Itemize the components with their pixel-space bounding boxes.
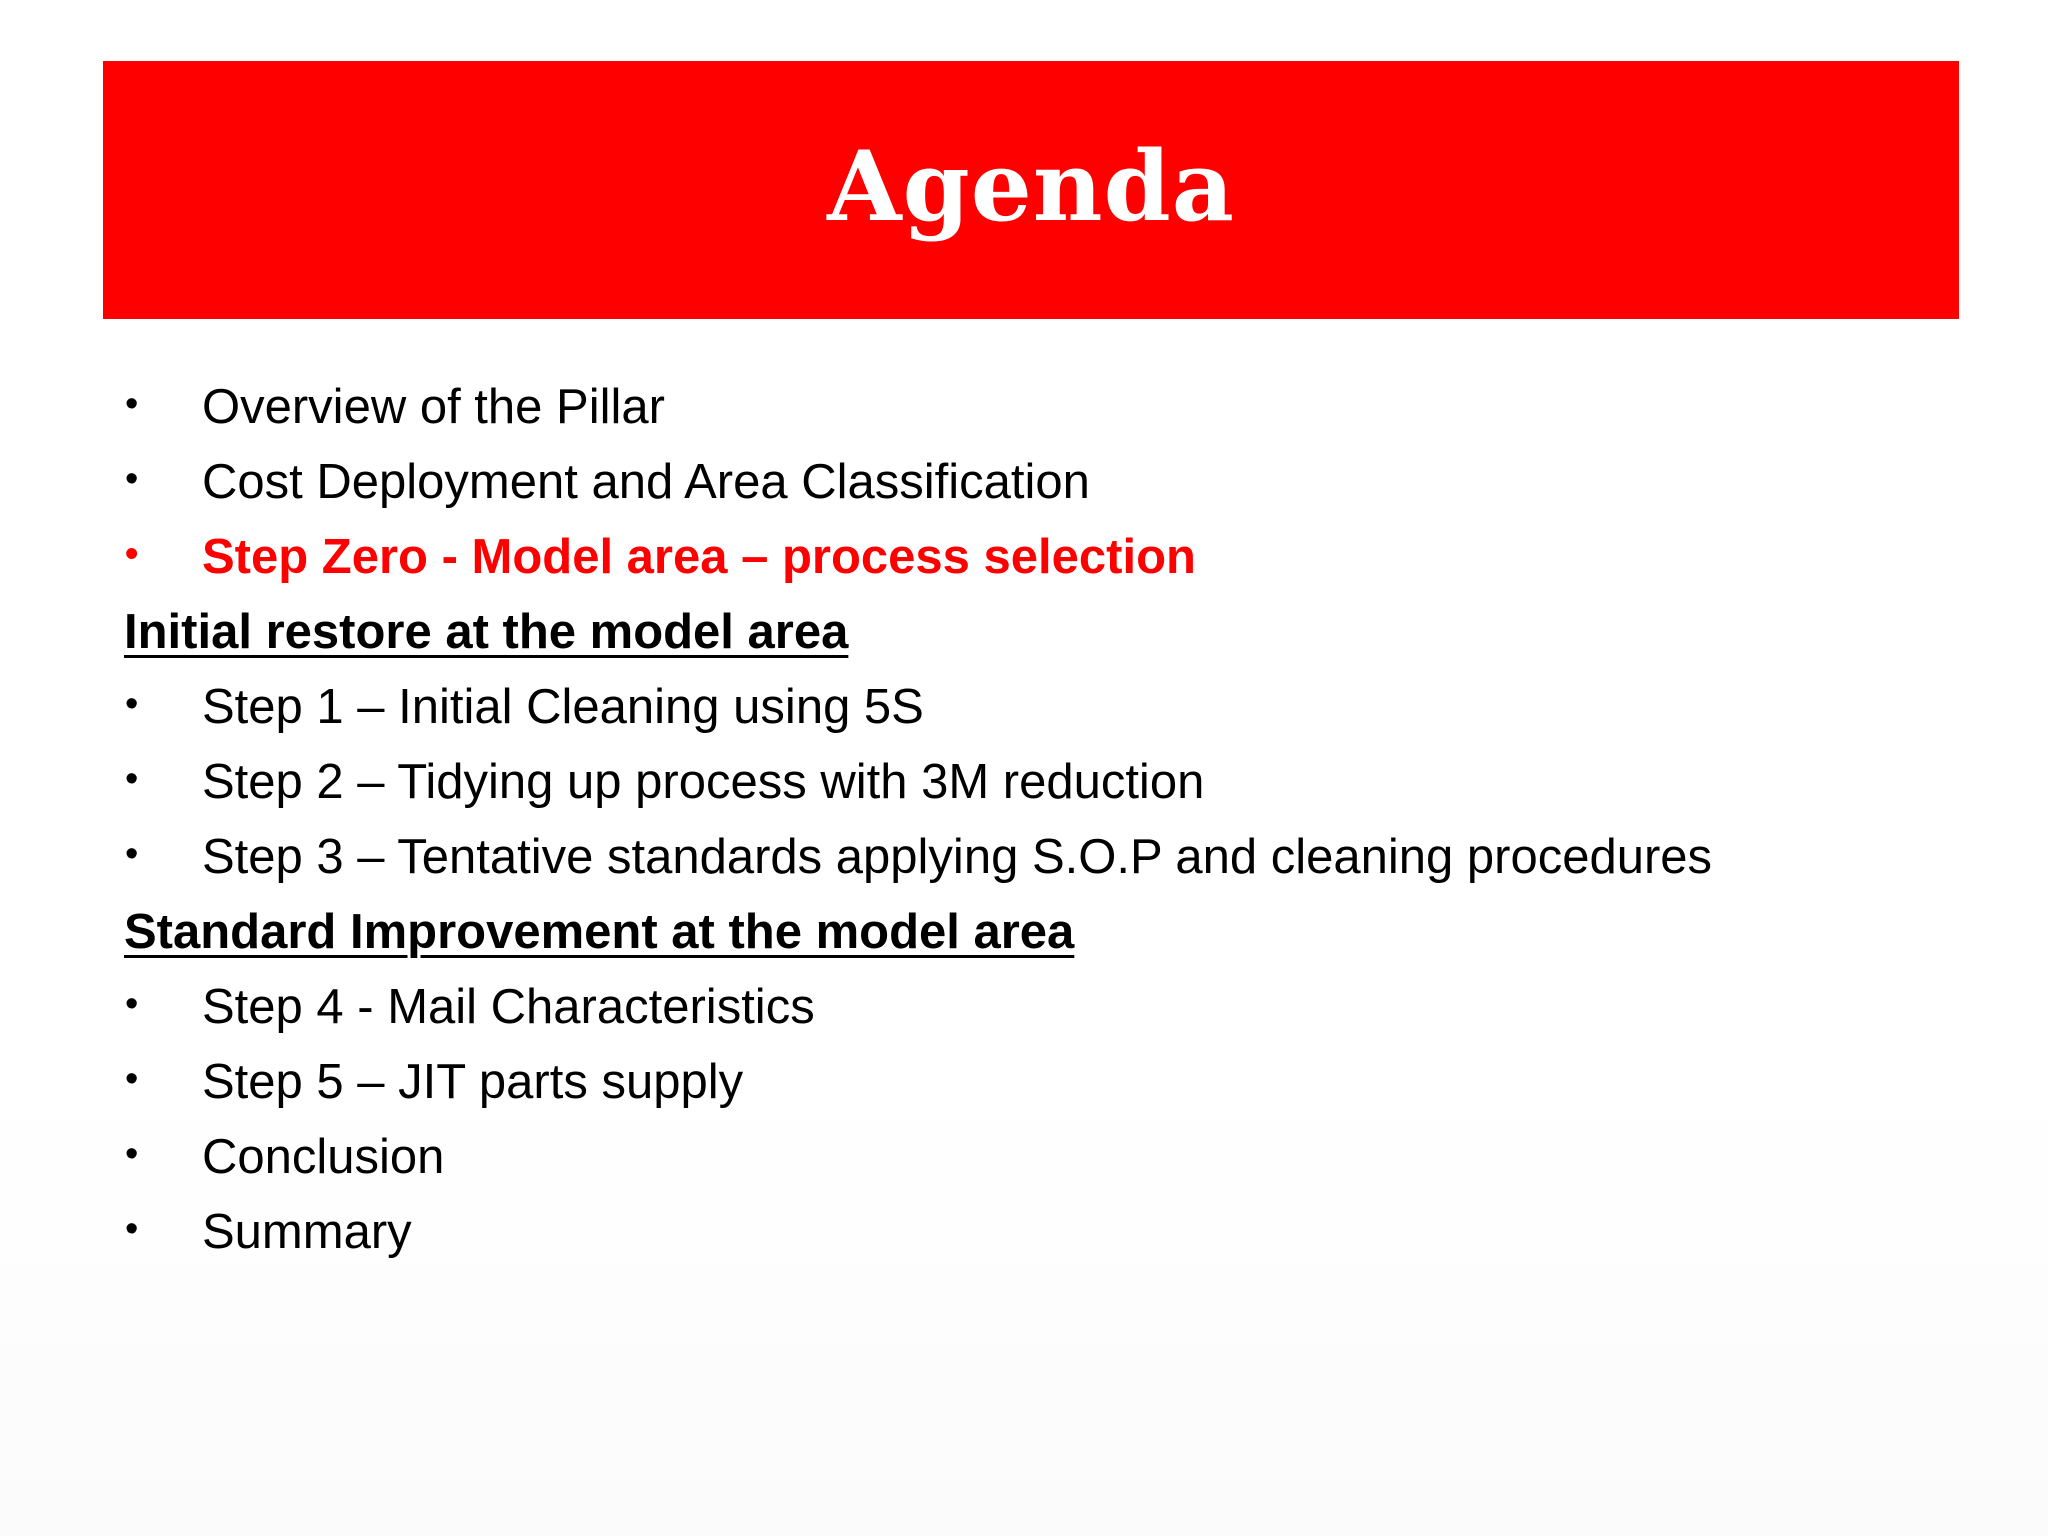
agenda-item-text: Summary xyxy=(202,1205,412,1260)
agenda-item-text: Step 3 – Tentative standards applying S.O.P and cleaning procedures xyxy=(202,830,1713,885)
bullet-icon: • xyxy=(125,457,139,500)
bullet-icon: • xyxy=(125,682,139,725)
agenda-list xyxy=(124,370,1944,1270)
agenda-item-text: Step 5 – JIT parts supply xyxy=(202,1055,744,1110)
section-heading xyxy=(124,895,1944,970)
agenda-item-text: Overview of the Pillar xyxy=(202,380,665,435)
agenda-item-highlighted xyxy=(124,520,1944,595)
agenda-item xyxy=(124,670,1944,745)
bullet-icon: • xyxy=(125,1057,139,1100)
agenda-item-text: Step Zero - Model area – process selection xyxy=(202,530,1196,585)
agenda-item xyxy=(124,820,1944,895)
agenda-item-text: Conclusion xyxy=(202,1130,445,1185)
bullet-icon: • xyxy=(125,382,139,425)
bullet-icon: • xyxy=(125,1132,139,1175)
bullet-icon: • xyxy=(125,532,139,575)
title-banner xyxy=(103,61,1959,319)
agenda-item-text: Step 4 - Mail Characteristics xyxy=(202,980,815,1035)
agenda-item xyxy=(124,1120,1944,1195)
bullet-icon: • xyxy=(125,757,139,800)
agenda-item xyxy=(124,970,1944,1045)
bullet-icon: • xyxy=(125,1207,139,1250)
agenda-item-text: Step 2 – Tidying up process with 3M reduction xyxy=(202,755,1205,810)
agenda-item xyxy=(124,745,1944,820)
agenda-item xyxy=(124,1045,1944,1120)
section-heading-text: Initial restore at the model area xyxy=(124,605,849,660)
agenda-item xyxy=(124,370,1944,445)
agenda-item xyxy=(124,445,1944,520)
section-heading xyxy=(124,595,1944,670)
bullet-icon: • xyxy=(125,982,139,1025)
agenda-item-text: Step 1 – Initial Cleaning using 5S xyxy=(202,680,924,735)
bullet-icon: • xyxy=(125,832,139,875)
slide-title: Agenda xyxy=(827,129,1235,243)
section-heading-text: Standard Improvement at the model area xyxy=(124,905,1075,960)
agenda-item-text: Cost Deployment and Area Classification xyxy=(202,455,1090,510)
agenda-item xyxy=(124,1195,1944,1270)
